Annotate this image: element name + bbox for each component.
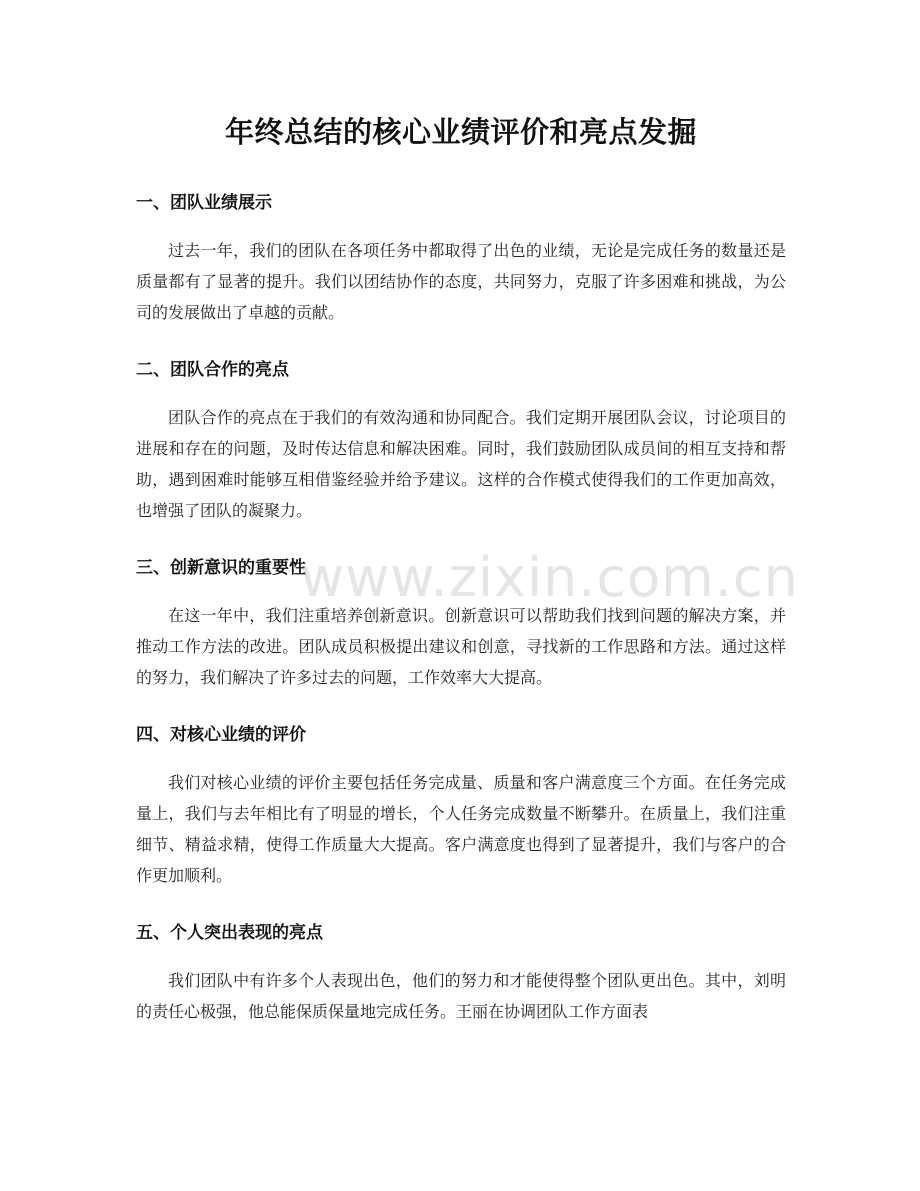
document-page <box>136 0 786 1027</box>
section-body-team-performance: 过去一年，我们的团队在各项任务中都取得了出色的业绩，无论是完成任务的数量还是质量都有了显著的提升。我们以团结协作的态度，共同努力，克服了许多困难和挑战，为公司的发展做出了卓越的贡献。 <box>136 241 786 322</box>
section-body-core-evaluation: 我们对核心业绩的评价主要包括任务完成量、质量和客户满意度三个方面。在任务完成量上，我们与去年相比有了明显的增长，个人任务完成数量不断攀升。在质量上，我们注重细节、精益求精，使得工作质量大大提高。客户满意度也得到了显著提升，我们与客户的合作更加顺利。 <box>136 773 786 885</box>
watermark: www.zixin.com.cn <box>300 546 799 609</box>
section-heading-core-evaluation: 四、对核心业绩的评价 <box>136 725 306 745</box>
section-heading-innovation: 三、创新意识的重要性 <box>136 558 306 578</box>
section-body-team-cooperation: 团队合作的亮点在于我们的有效沟通和协同配合。我们定期开展团队会议，讨论项目的进展和存在的问题，及时传达信息和解决困难。同时，我们鼓励团队成员间的相互支持和帮助，遇到困难时能够互相借鉴经验并给予建议。这样的合作模式使得我们的工作更加高效，也增强了团队的凝聚力。 <box>136 408 786 520</box>
section-body-innovation: 在这一年中，我们注重培养创新意识。创新意识可以帮助我们找到问题的解决方案，并推动工作方法的改进。团队成员积极提出建议和创意，寻找新的工作思路和方法。通过这样的努力，我们解决了许多过去的问题，工作效率大大提高。 <box>136 606 786 687</box>
section-heading-individual-highlights: 五、个人突出表现的亮点 <box>136 923 323 943</box>
section-heading-team-performance: 一、团队业绩展示 <box>136 193 272 213</box>
document-title: 年终总结的核心业绩评价和亮点发掘 <box>224 115 697 149</box>
section-body-individual-highlights: 我们团队中有许多个人表现出色，他们的努力和才能使得整个团队更出色。其中，刘明的责任心极强，他总能保质保量地完成任务。王丽在协调团队工作方面表 <box>136 971 786 1021</box>
section-heading-team-cooperation: 二、团队合作的亮点 <box>136 360 289 380</box>
